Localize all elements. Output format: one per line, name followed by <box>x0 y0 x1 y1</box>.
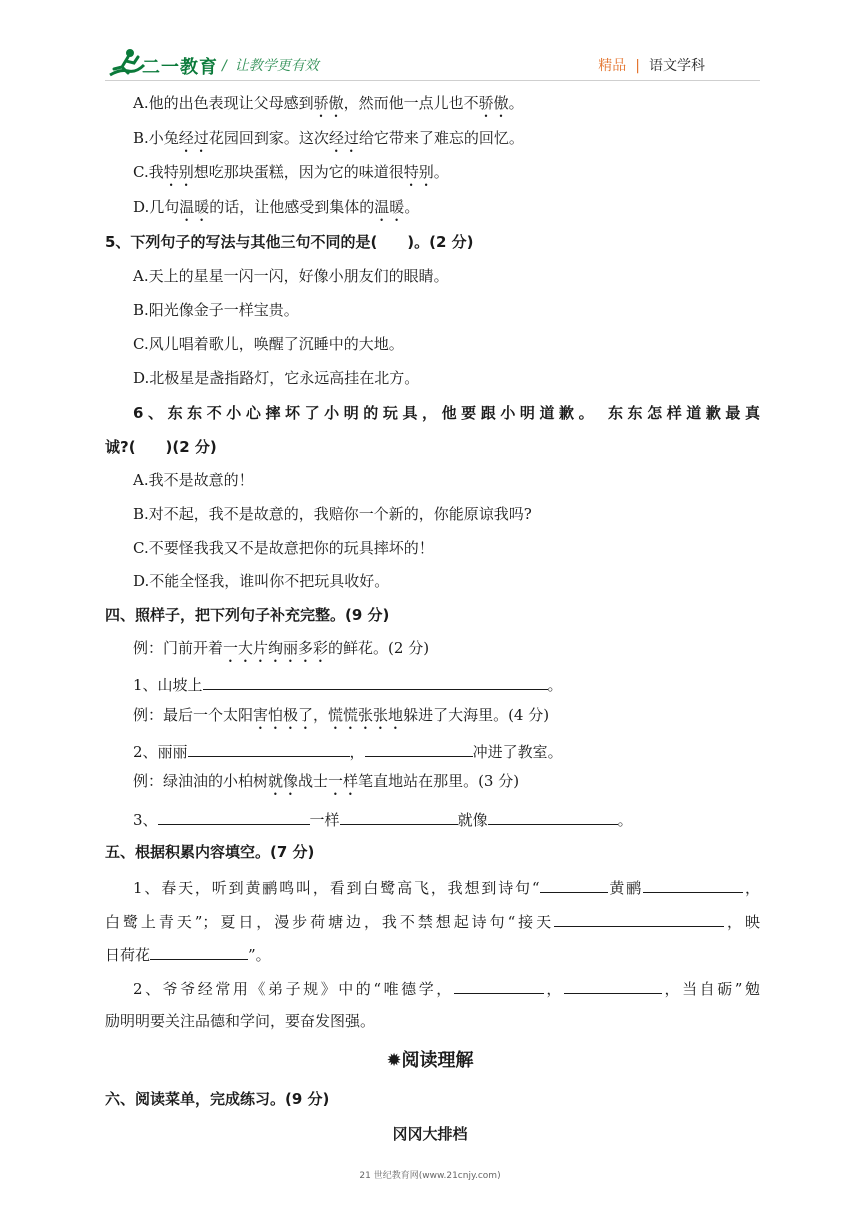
header-divider <box>105 80 760 81</box>
answer-blank[interactable] <box>488 808 618 825</box>
q6-option-c: C.不要怪我我又不是故意把你的玩具摔坏的！ <box>133 539 434 557</box>
q4-option-a: A.他的出色表现让父母感到骄傲，然而他一点儿也不骄傲。 <box>133 94 524 112</box>
poem-para-2-line2: 励明明要关注品德和学问，要奋发图强。 <box>105 1012 376 1030</box>
answer-blank[interactable] <box>188 740 350 757</box>
page-header <box>0 0 860 80</box>
section-6-title: 六、阅读菜单，完成练习。(9 分) <box>105 1090 330 1108</box>
q4-option-b: B.小兔经过花园回到家。这次经过给它带来了难忘的回忆。 <box>133 129 524 147</box>
example-1: 例：门前开着一大片绚丽多彩的鲜花。(2 分) <box>133 639 430 657</box>
slogan: / 让教学更有效 <box>222 58 319 74</box>
answer-blank[interactable] <box>554 910 724 927</box>
answer-blank[interactable] <box>158 808 310 825</box>
fill-line-2: 2、丽丽 ， 冲进了教室。 <box>133 740 563 762</box>
q5-option-c: C.风儿唱着歌儿，唤醒了沉睡中的大地。 <box>133 335 404 353</box>
reading-section-title: ✹阅读理解 <box>386 1050 474 1071</box>
q6-option-d: D.不能全怪我，谁叫你不把玩具收好。 <box>133 572 390 590</box>
answer-blank[interactable] <box>643 876 743 893</box>
menu-title: 冈冈大排档 <box>392 1125 468 1143</box>
fill-line-3: 3、 一样 就像 。 <box>133 808 633 830</box>
logo-text: 二一教育 <box>142 57 218 78</box>
slogan-text: 让教学更有效 <box>234 58 319 74</box>
answer-blank[interactable] <box>340 808 458 825</box>
q4-option-d: D.几句温暖的话，让他感受到集体的温暖。 <box>133 198 420 216</box>
answer-blank[interactable] <box>150 943 248 960</box>
answer-blank[interactable] <box>564 977 662 994</box>
q6-title-line1: 6、东东不小心摔坏了小明的玩具，他要跟小明道歉。 东东怎样道歉最真 <box>133 404 760 422</box>
q6-option-b: B.对不起，我不是故意的，我赔你一个新的，你能原谅我吗? <box>133 505 532 523</box>
poem-para-1-line2: 白鹭上青天”；夏日，漫步荷塘边，我不禁想起诗句“接天 ，映 <box>105 910 760 932</box>
q6-option-a: A.我不是故意的！ <box>133 471 254 489</box>
runner-logo-icon <box>106 47 146 81</box>
q5-option-a: A.天上的星星一闪一闪，好像小朋友们的眼睛。 <box>133 267 449 285</box>
section-5-title: 五、根据积累内容填空。(7 分) <box>105 843 315 861</box>
answer-blank[interactable] <box>365 740 473 757</box>
poem-para-1-line1: 1、春天，听到黄鹂鸣叫，看到白鹭高飞，我想到诗句“ 黄鹂 ， <box>105 876 760 898</box>
example-2: 例：最后一个太阳害怕极了，慌慌张张地躲进了大海里。(4 分) <box>133 706 550 724</box>
q5-option-d: D.北极星是盏指路灯，它永远高挂在北方。 <box>133 369 420 387</box>
section-4-title: 四、照样子，把下列句子补充完整。(9 分) <box>105 606 390 624</box>
q5-title: 5、下列句子的写法与其他三句不同的是( )。(2 分) <box>105 233 474 251</box>
answer-blank[interactable] <box>454 977 544 994</box>
q4-option-c: C.我特别想吃那块蛋糕，因为它的味道很特别。 <box>133 163 449 181</box>
poem-para-1-line3: 日荷花 ”。 <box>105 943 271 965</box>
answer-blank[interactable] <box>540 876 608 893</box>
subject-tag: 语文学科 <box>649 58 705 74</box>
q5-option-b: B.阳光像金子一样宝贵。 <box>133 301 299 319</box>
fill-line-1: 1、山坡上 。 <box>133 673 563 695</box>
quality-tag: 精品 <box>598 58 627 74</box>
header-tags: 精品 | 语文学科 <box>598 58 705 74</box>
poem-para-2-line1: 2、爷爷经常用《弟子规》中的“唯德学， ， ，当自砺”勉 <box>105 977 760 999</box>
q6-title-line2: 诚?( )(2 分) <box>105 438 217 456</box>
example-3: 例：绿油油的小柏树就像战士一样笔直地站在那里。(3 分) <box>133 772 520 790</box>
answer-blank[interactable] <box>203 673 548 690</box>
page-footer: 21 世纪教育网(www.21cnjy.com) <box>359 1171 501 1181</box>
